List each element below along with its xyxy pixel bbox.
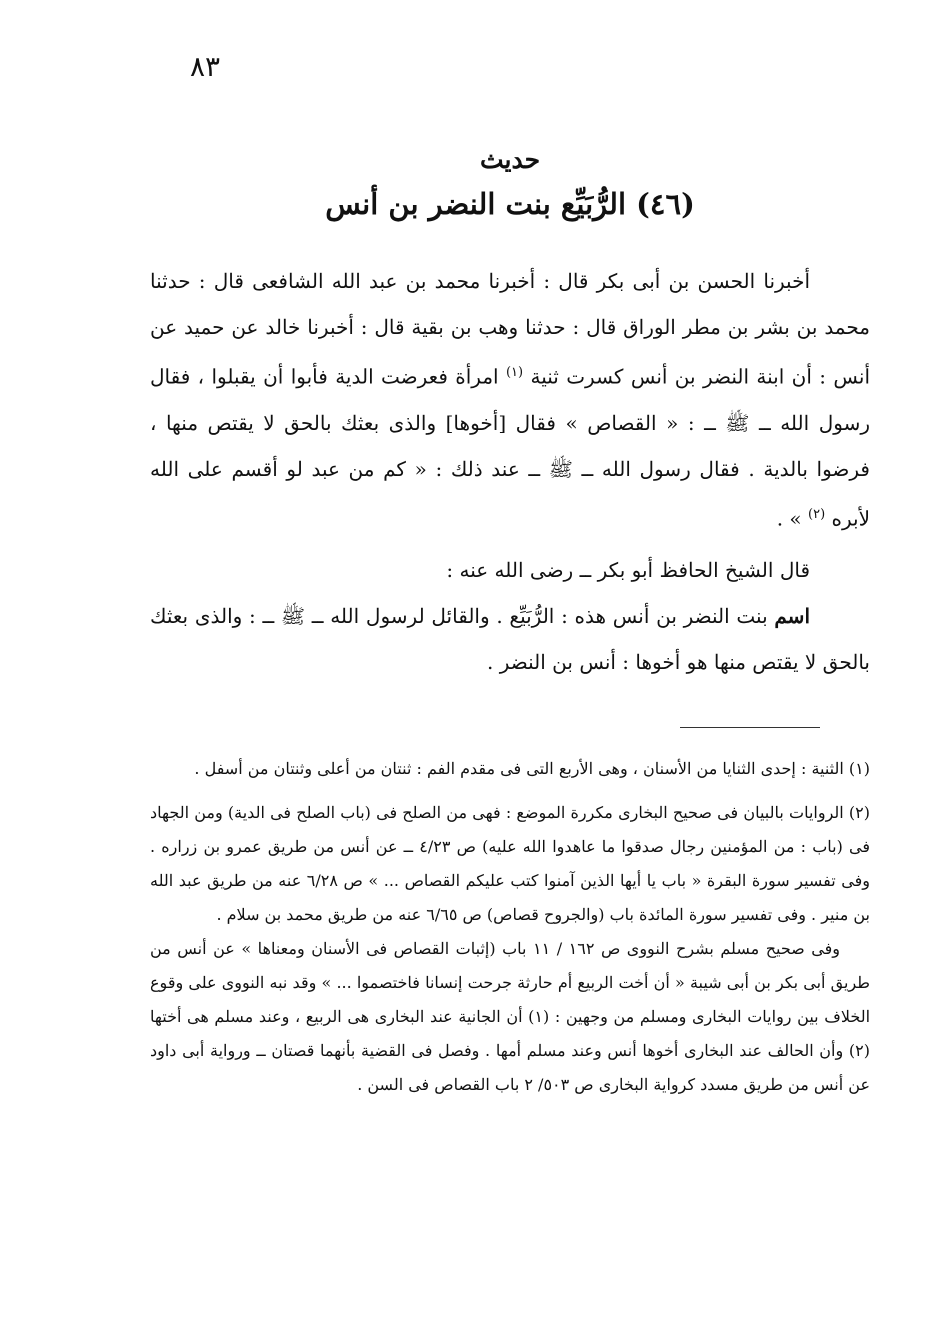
footnote-1: (١) الثنية : إحدى الثنايا من الأسنان ، وهى الأربع التى فى مقدم الفم : ثنتان من أعلى وثنتان من أسفل .: [194, 759, 870, 778]
footnote-marker-1: (١): [505, 365, 524, 380]
narrator-line: قال الشيخ الحافظ أبو بكر ــ رضى الله عنه :: [446, 558, 810, 583]
hadith-text-part-a: أخبرنا الحسن بن أبى بكر قال : أخبرنا محمد بن عبد الله الشافعى قال : حدثنا محمد بن بشر بن مطر الوراق قال : حدثنا وهب بن بقية قال : أخبرنا خالد عن حميد عن أنس : أن ابنة النضر بن أنس كسرت ثنية: [150, 269, 871, 389]
heading-label: حديث: [479, 145, 541, 174]
hadith-text-end: » .: [776, 506, 802, 531]
heading-title: (٤٦) الرُّبَيِّع بنت النضر بن أنس: [325, 187, 695, 221]
footnote-marker-2: (٢): [808, 506, 826, 522]
hadith-heading: [150, 140, 870, 226]
hadith-body: [150, 258, 870, 685]
footnote-separator: [680, 727, 820, 728]
commentary-bold-word: اسم: [774, 604, 810, 629]
footnote-2: (٢) الروايات بالبيان فى صحيح البخارى مكررة الموضع : فهى من الصلح فى (باب الصلح فى الدية) ومن الجهاد فى (باب : من المؤمنين رجال صدقوا ما عاهدوا الله عليه) ص ٤/٢٣ ــ عن أنس من طريق عمرو بن زراره . وفى تفسير سورة البقرة « باب يا أيها الذين آمنوا كتب عليكم القصاص ... » ص ٦/٢٨ عنه من طريق عبد الله بن منير . وفى تفسير سورة المائدة باب (والجروح قصاص) ص ٦/٦٥ عنه من طريق محمد بن سلام .: [150, 803, 870, 924]
footnote-2-continued: وفى صحيح مسلم بشرح النووى ص ١٦٢ / ١١ باب (إثبات القصاص فى الأسنان ومعناها » عن أنس من طريق أبى بكر بن أبى شيبة « أن أخت الربيع أم حارثة جرحت إنسانا فاختصموا ... » وقد نبه النووى على وقوع الخلاف بين روايات البخارى ومسلم من وجهين : (١) أن الجانية عند البخارى هى الربيع ، وعند مسلم هى أختها (٢) وأن الحالف عند البخارى أخوها أنس وعند مسلم أمها . وفصل فى القضية بأنهما قصتان ــ ورواية أبى داود عن أنس من طريق مسدد كرواية البخارى ص ٥٠٣/ ٢ باب القصاص فى السن .: [150, 939, 871, 1094]
page-number: ٨٣: [190, 50, 221, 83]
footnotes: [150, 752, 870, 1102]
commentary-text: بنت النضر بن أنس هذه : الرُّبَيِّع . والقائل لرسول الله ــ ﷺ ــ : والذى بعثك بالحق لا يقتص منها هو أخوها : أنس بن النضر .: [150, 604, 870, 675]
commentary: [150, 593, 870, 685]
hadith-text-part-b: امرأة فعرضت الدية فأبوا أن يقبلوا ، فقال رسول الله ــ ﷺ ــ : « القصاص » فقال [أخوها] والذى بعثك بالحق لا يقتص منها ، فرضوا بالدية . فقال رسول الله ــ ﷺ ــ عند ذلك : « كم من عبد لو أقسم على الله لأبره: [150, 364, 870, 531]
hadith-text: [150, 258, 870, 541]
